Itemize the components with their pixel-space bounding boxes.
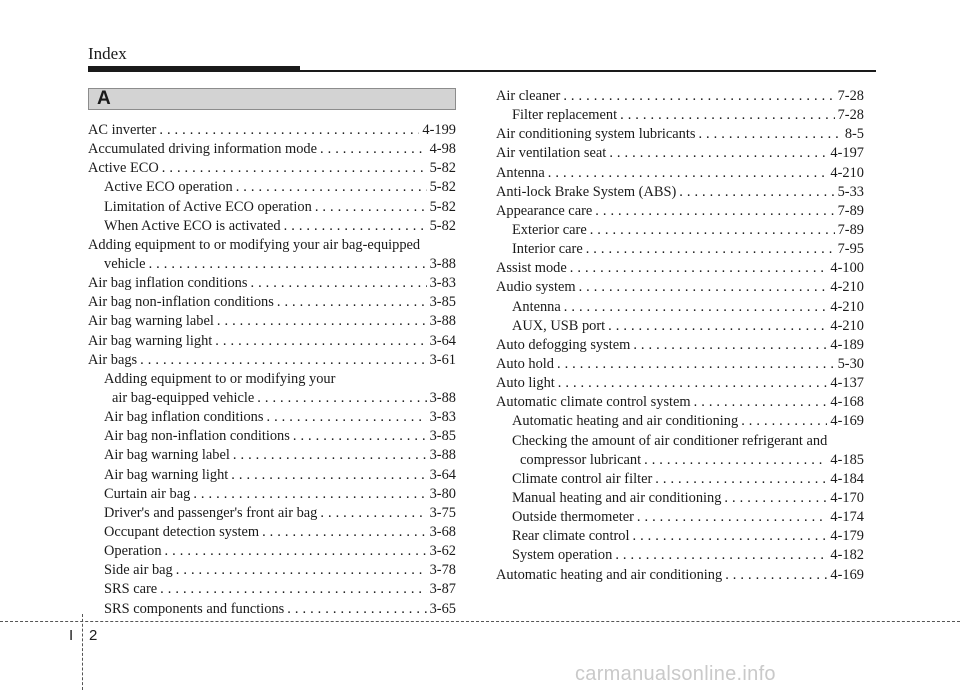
- dot-leader: [315, 198, 427, 217]
- index-entry-page: 3-85: [429, 428, 456, 445]
- index-entry-page: 4-210: [830, 279, 864, 296]
- index-entry: [88, 427, 456, 446]
- index-entry: [496, 278, 864, 297]
- index-entry: [88, 600, 456, 619]
- index-entry-term: Antenna: [496, 164, 545, 181]
- index-entry: [496, 87, 864, 106]
- index-entry-term: Automatic heating and air conditioning: [512, 413, 739, 430]
- index-entry-term: Air bag warning label: [88, 313, 214, 330]
- index-entry-page: 3-88: [429, 447, 456, 464]
- dot-leader: [548, 164, 828, 183]
- index-entry: [496, 546, 864, 565]
- index-entry-page: 3-88: [429, 255, 456, 272]
- footer-dashed-rule: [0, 621, 960, 622]
- index-entry: [88, 159, 456, 178]
- index-entry-page: 4-210: [830, 298, 864, 315]
- footer-page-number: 2: [89, 627, 98, 644]
- index-entry: [88, 542, 456, 561]
- index-entry: [496, 221, 864, 240]
- index-entry: [496, 259, 864, 278]
- index-entry: [496, 566, 864, 585]
- dot-leader: [655, 470, 827, 489]
- dot-leader: [570, 259, 828, 278]
- index-entry-term: Auto hold: [496, 355, 554, 372]
- index-entry-page: 8-5: [844, 126, 864, 143]
- index-entry: [88, 255, 456, 274]
- dot-leader: [293, 427, 427, 446]
- index-entry-page: 3-83: [429, 275, 456, 292]
- index-entry-term: Filter replacement: [512, 107, 618, 124]
- index-entry-page: 3-85: [429, 294, 456, 311]
- index-entry: [88, 504, 456, 523]
- index-entry-term: Active ECO: [88, 160, 159, 177]
- index-entry-term: Side air bag: [104, 562, 173, 579]
- dot-leader: [193, 485, 426, 504]
- index-entry-term: Air bag non-inflation conditions: [104, 428, 290, 445]
- index-entry-term: Active ECO operation: [104, 179, 233, 196]
- index-entry: [88, 561, 456, 580]
- index-entry: [88, 140, 456, 159]
- index-entry-term: Air bags: [88, 351, 138, 368]
- index-entry: [88, 332, 456, 351]
- index-entry-page: 4-210: [830, 164, 864, 181]
- index-entry-page: 3-83: [429, 409, 456, 426]
- index-entry-term: Anti-lock Brake System (ABS): [496, 183, 677, 200]
- index-entry-page: 5-30: [837, 355, 864, 372]
- dot-leader: [558, 374, 828, 393]
- header-rule-thick: [88, 66, 300, 72]
- index-entry: [496, 240, 864, 259]
- dot-leader: [609, 144, 827, 163]
- footer-section-number: I: [69, 627, 74, 644]
- index-entry-term: Limitation of Active ECO operation: [104, 198, 312, 215]
- index-entry: [88, 389, 456, 408]
- index-entry: [496, 317, 864, 336]
- index-entry-term: Automatic climate control system: [496, 394, 691, 411]
- index-entry-page: 4-98: [429, 141, 456, 158]
- index-entry-term: AUX, USB port: [512, 317, 606, 334]
- index-entry-term: When Active ECO is activated: [104, 217, 281, 234]
- dot-leader: [595, 202, 834, 221]
- dot-leader: [257, 389, 426, 408]
- dot-leader: [162, 159, 427, 178]
- index-entry-page: 4-179: [830, 528, 864, 545]
- index-entry: [496, 183, 864, 202]
- index-entry-term: air bag-equipped vehicle: [112, 389, 255, 406]
- dot-leader: [633, 336, 827, 355]
- dot-leader: [284, 217, 427, 236]
- index-entry: [88, 293, 456, 312]
- index-entry: [88, 446, 456, 465]
- index-entry: [496, 144, 864, 163]
- index-entry-term: Air conditioning system lubricants: [496, 126, 696, 143]
- index-entry-term: Occupant detection system: [104, 523, 260, 540]
- index-entry: [88, 121, 456, 140]
- dot-leader: [620, 106, 835, 125]
- dot-leader: [262, 523, 427, 542]
- index-entry: [496, 393, 864, 412]
- dot-leader: [725, 566, 827, 585]
- index-entry-term: Air bag warning label: [104, 447, 230, 464]
- index-entry-page: 3-65: [429, 600, 456, 617]
- index-entry-term: Auto light: [496, 375, 555, 392]
- index-entry-term: Outside thermometer: [512, 509, 634, 526]
- dot-leader: [165, 542, 427, 561]
- index-entry-term: Assist mode: [496, 260, 567, 277]
- index-entry-term: Curtain air bag: [104, 485, 191, 502]
- dot-leader: [176, 561, 427, 580]
- index-entry: [496, 451, 864, 470]
- dot-leader: [637, 508, 828, 527]
- index-entry-term: Air bag non-inflation conditions: [88, 294, 274, 311]
- dot-leader: [563, 87, 834, 106]
- dot-leader: [698, 125, 841, 144]
- index-entry: [496, 508, 864, 527]
- index-entry-page: 5-82: [429, 217, 456, 234]
- index-entry: [88, 351, 456, 370]
- index-entry-term: Air bag inflation conditions: [88, 275, 248, 292]
- dot-leader: [231, 466, 426, 485]
- index-entry-page: 4-182: [830, 547, 864, 564]
- index-entry-page: 3-87: [429, 581, 456, 598]
- index-entry: [88, 523, 456, 542]
- dot-leader: [215, 332, 426, 351]
- index-entry-term: vehicle: [104, 255, 146, 272]
- dot-leader: [266, 408, 426, 427]
- index-entry: [88, 466, 456, 485]
- dot-leader: [287, 600, 426, 619]
- dot-leader: [160, 580, 426, 599]
- index-entry-term: Manual heating and air conditioning: [512, 489, 722, 506]
- index-entry-term: Air bag warning light: [88, 332, 213, 349]
- section-letter: A: [97, 88, 111, 109]
- index-entry-page: 4-169: [830, 413, 864, 430]
- index-entry-page: 5-33: [837, 183, 864, 200]
- index-entry-page: 4-184: [830, 470, 864, 487]
- dot-leader: [236, 178, 427, 197]
- index-entry-page: 4-174: [830, 509, 864, 526]
- index-entry: [496, 202, 864, 221]
- index-entry-term: Air ventilation seat: [496, 145, 607, 162]
- index-entry: [496, 470, 864, 489]
- index-entry-continued: Adding equipment to or modifying your: [104, 370, 336, 387]
- index-entry-term: Rear climate control: [512, 528, 630, 545]
- dot-leader: [250, 274, 426, 293]
- index-entry-page: 4-185: [830, 451, 864, 468]
- index-entry-page: 3-75: [429, 504, 456, 521]
- index-entry-page: 7-28: [837, 107, 864, 124]
- index-entry: [88, 178, 456, 197]
- watermark-text: carmanualsonline.info: [575, 663, 776, 685]
- index-entry-term: System operation: [512, 547, 613, 564]
- dot-leader: [217, 312, 427, 331]
- index-entry-page: 3-68: [429, 523, 456, 540]
- index-entry-term: Driver's and passenger's front air bag: [104, 504, 318, 521]
- index-entry: [496, 164, 864, 183]
- index-entry: [88, 580, 456, 599]
- index-entry-page: 3-88: [429, 389, 456, 406]
- dot-leader: [644, 451, 827, 470]
- index-entry-page: 5-82: [429, 160, 456, 177]
- index-entry-page: 3-64: [429, 466, 456, 483]
- index-entry: [88, 217, 456, 236]
- index-entry-page: 4-168: [830, 394, 864, 411]
- index-entry-page: 4-169: [830, 566, 864, 583]
- dot-leader: [632, 527, 827, 546]
- dot-leader: [724, 489, 827, 508]
- dot-leader: [694, 393, 828, 412]
- index-entry-page: 4-199: [422, 122, 456, 138]
- index-entry-term: Interior care: [512, 241, 583, 258]
- dot-leader: [149, 255, 427, 274]
- dot-leader: [615, 546, 827, 565]
- index-entry-page: 7-95: [837, 241, 864, 258]
- dot-leader: [590, 221, 835, 240]
- index-entry-term: Audio system: [496, 279, 576, 296]
- dot-leader: [320, 140, 427, 159]
- index-entry-page: 5-82: [429, 198, 456, 215]
- index-entry-term: Automatic heating and air conditioning: [496, 566, 723, 583]
- index-entry: [88, 408, 456, 427]
- section-header-bar: [88, 88, 456, 110]
- index-entry-term: Auto defogging system: [496, 336, 631, 353]
- index-entry-page: 3-88: [429, 313, 456, 330]
- index-entry: [496, 489, 864, 508]
- index-entry-term: Operation: [104, 543, 162, 560]
- index-entry-page: 4-210: [830, 317, 864, 334]
- index-entry-term: Climate control air filter: [512, 470, 653, 487]
- index-entry-page: 3-61: [429, 351, 456, 368]
- index-entry-continued: Adding equipment to or modifying your air bag-equipped: [88, 236, 421, 253]
- dot-leader: [579, 278, 828, 297]
- index-entry-term: Air bag inflation conditions: [104, 409, 264, 426]
- dot-leader: [586, 240, 835, 259]
- index-entry-page: 3-78: [429, 562, 456, 579]
- index-entry-page: 5-82: [429, 179, 456, 196]
- dot-leader: [557, 355, 835, 374]
- dot-leader: [741, 412, 827, 431]
- page-title: Index: [88, 44, 127, 63]
- index-entry-page: 3-62: [429, 543, 456, 560]
- index-entry-page: 4-189: [830, 336, 864, 353]
- index-entry: [88, 274, 456, 293]
- index-entry-page: 3-64: [429, 332, 456, 349]
- index-entry-page: 4-137: [830, 375, 864, 392]
- index-entry-term: SRS components and functions: [104, 600, 285, 617]
- index-entry: [496, 336, 864, 355]
- dot-leader: [564, 298, 828, 317]
- dot-leader: [140, 351, 426, 370]
- header-rule-thin: [300, 70, 876, 72]
- index-entry: [496, 106, 864, 125]
- index-entry-term: Appearance care: [496, 202, 593, 219]
- index-entry-term: Antenna: [512, 298, 561, 315]
- index-entry: [496, 527, 864, 546]
- index-entry: [88, 198, 456, 217]
- dot-leader: [679, 183, 834, 202]
- index-entry-page: 4-197: [830, 145, 864, 162]
- dot-leader: [233, 446, 427, 465]
- index-entry-page: 4-170: [830, 489, 864, 506]
- index-entry: [496, 355, 864, 374]
- index-entry-continued: Checking the amount of air conditioner refrigerant and: [512, 432, 828, 449]
- index-entry: [496, 125, 864, 144]
- index-entry: [496, 298, 864, 317]
- dot-leader: [608, 317, 827, 336]
- index-entry-page: 7-89: [837, 221, 864, 238]
- index-entry-term: SRS care: [104, 581, 158, 598]
- footer-dashed-divider: [82, 614, 83, 690]
- index-entry: [88, 312, 456, 331]
- index-entry-page: 7-28: [837, 88, 864, 104]
- index-column-left: [88, 121, 456, 619]
- index-entry-page: 3-80: [429, 485, 456, 502]
- index-entry-term: Air cleaner: [496, 88, 561, 104]
- index-entry-term: Air bag warning light: [104, 466, 229, 483]
- index-entry-term: Exterior care: [512, 221, 587, 238]
- dot-leader: [159, 121, 419, 140]
- dot-leader: [320, 504, 426, 523]
- index-column-right: [496, 87, 864, 585]
- index-entry-page: 4-100: [830, 260, 864, 277]
- index-entry-term: AC inverter: [88, 122, 157, 138]
- index-entry: [88, 485, 456, 504]
- dot-leader: [277, 293, 427, 312]
- index-entry: [496, 374, 864, 393]
- index-entry-term: Accumulated driving information mode: [88, 141, 317, 158]
- index-entry-page: 7-89: [837, 202, 864, 219]
- index-entry-term: compressor lubricant: [520, 451, 642, 468]
- index-entry: [496, 412, 864, 431]
